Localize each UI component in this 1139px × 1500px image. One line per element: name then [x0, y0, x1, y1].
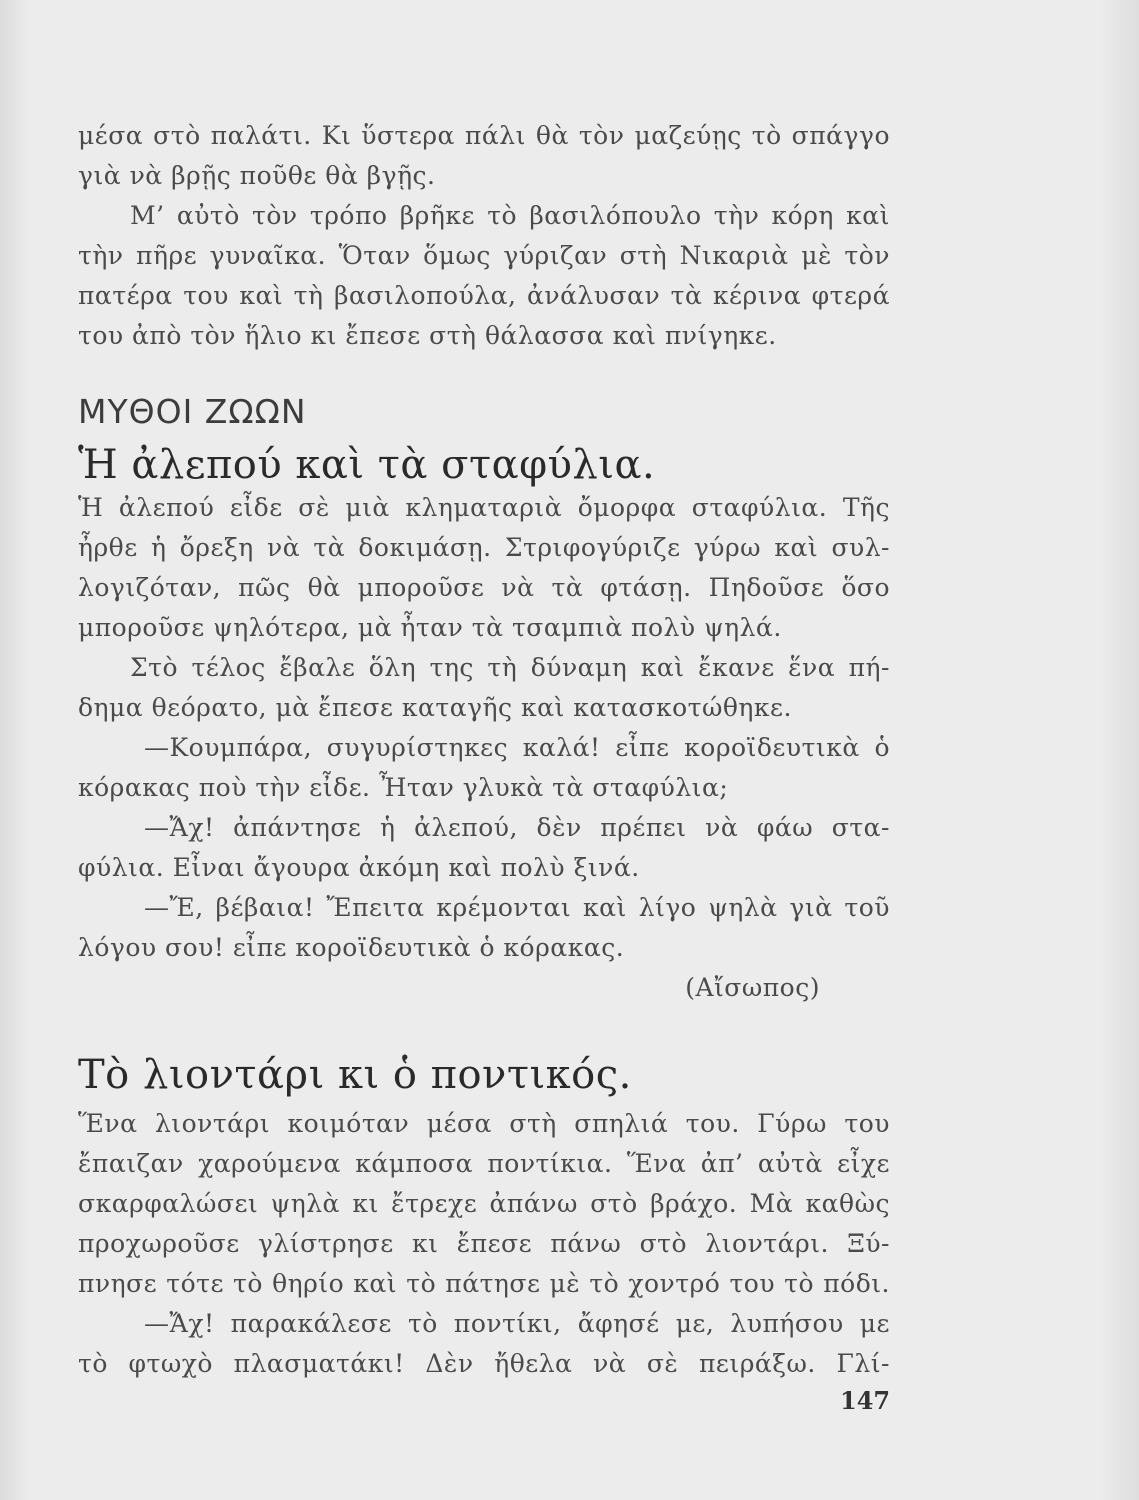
text-line: του ἀπὸ τὸν ἥλιο κι ἔπεσε στὴ θάλασσα καὶ πνίγηκε.	[78, 321, 777, 350]
text-line: Στὸ τέλος ἔβαλε ὅλη της τὴ δύναμη καὶ ἔκανε ἕνα πή-	[130, 653, 890, 682]
text-line: κόρακας ποὺ τὴν εἶδε. Ἦταν γλυκὰ τὰ σταφύλια;	[78, 773, 729, 802]
story-fox-body	[78, 488, 890, 1008]
text-line: τὸ φτωχὸ πλασματάκι! Δὲν ἤθελα νὰ σὲ πειράξω. Γλί-	[78, 1349, 890, 1378]
text-line: σκαρφαλώσει ψηλὰ κι ἔτρεχε ἀπάνω στὸ βράχο. Μὰ καθὼς	[78, 1189, 890, 1218]
text-line: δημα θεόρατο, μὰ ἔπεσε καταγῆς καὶ κατασκοτώθηκε.	[78, 693, 792, 722]
section-title: ΜΥΘΟΙ ΖΩΩΝ	[78, 392, 307, 431]
text-line: —Ἔ, βέβαια! Ἔπειτα κρέμονται καὶ λίγο ψηλὰ γιὰ τοῦ	[144, 893, 890, 922]
page-number: 147	[840, 1386, 891, 1415]
author-attribution: (Αἴσωπος)	[685, 973, 820, 1002]
text-line: φύλια. Εἶναι ἄγουρα ἀκόμη καὶ πολὺ ξινά.	[78, 853, 640, 882]
text-line: λόγου σου! εἶπε κοροϊδευτικὰ ὁ κόρακας.	[78, 933, 625, 962]
text-line: πατέρα του καὶ τὴ βασιλοπούλα, ἀνάλυσαν τὰ κέρινα φτερά	[78, 281, 890, 310]
text-line: τὴν πῆρε γυναῖκα. Ὅταν ὅμως γύριζαν στὴ Νικαριὰ μὲ τὸν	[78, 241, 890, 270]
text-line: Ἕνα λιοντάρι κοιμόταν μέσα στὴ σπηλιά του. Γύρω του	[78, 1109, 890, 1138]
text-line: λογιζόταν, πῶς θὰ μποροῦσε νὰ τὰ φτάσῃ. Πηδοῦσε ὅσο	[78, 573, 890, 602]
story-lion-body	[78, 1104, 890, 1384]
text-line: μέσα στὸ παλάτι. Κι ὕστερα πάλι θὰ τὸν μαζεύῃς τὸ σπάγγο	[78, 121, 890, 150]
intro-paragraph	[78, 116, 890, 356]
text-line: γιὰ νὰ βρῇς ποῦθε θὰ βγῇς.	[78, 161, 436, 190]
text-line: μποροῦσε ψηλότερα, μὰ ἦταν τὰ τσαμπιὰ πολὺ ψηλά.	[78, 613, 782, 642]
text-line: —Ἄχ! παρακάλεσε τὸ ποντίκι, ἄφησέ με, λυπήσου με	[144, 1309, 890, 1338]
text-line: —Ἄχ! ἀπάντησε ἡ ἀλεπού, δὲν πρέπει νὰ φάω στα-	[144, 813, 890, 842]
text-line: πνησε τότε τὸ θηρίο καὶ τὸ πάτησε μὲ τὸ χοντρό του τὸ πόδι.	[78, 1269, 890, 1298]
text-line: Ἡ ἀλεπού εἶδε σὲ μιὰ κληματαριὰ ὄμορφα σταφύλια. Τῆς	[78, 493, 890, 522]
story-title-fox: Ἡ ἀλεπού καὶ τὰ σταφύλια.	[78, 442, 656, 488]
text-line: ἦρθε ἡ ὄρεξη νὰ τὰ δοκιμάσῃ. Στριφογύριζε γύρω καὶ συλ-	[78, 533, 890, 562]
text-line: ἔπαιζαν χαρούμενα κάμποσα ποντίκια. Ἕνα ἀπ’ αὐτὰ εἶχε	[78, 1149, 890, 1178]
text-line: Μ’ αὐτὸ τὸν τρόπο βρῆκε τὸ βασιλόπουλο τὴν κόρη καὶ	[130, 201, 890, 230]
story-title-lion: Τὸ λιοντάρι κι ὁ ποντικός.	[78, 1052, 632, 1098]
text-line: προχωροῦσε γλίστρησε κι ἔπεσε πάνω στὸ λιοντάρι. Ξύ-	[78, 1229, 890, 1258]
text-line: —Κουμπάρα, συγυρίστηκες καλά! εἶπε κοροϊδευτικὰ ὁ	[144, 733, 890, 762]
